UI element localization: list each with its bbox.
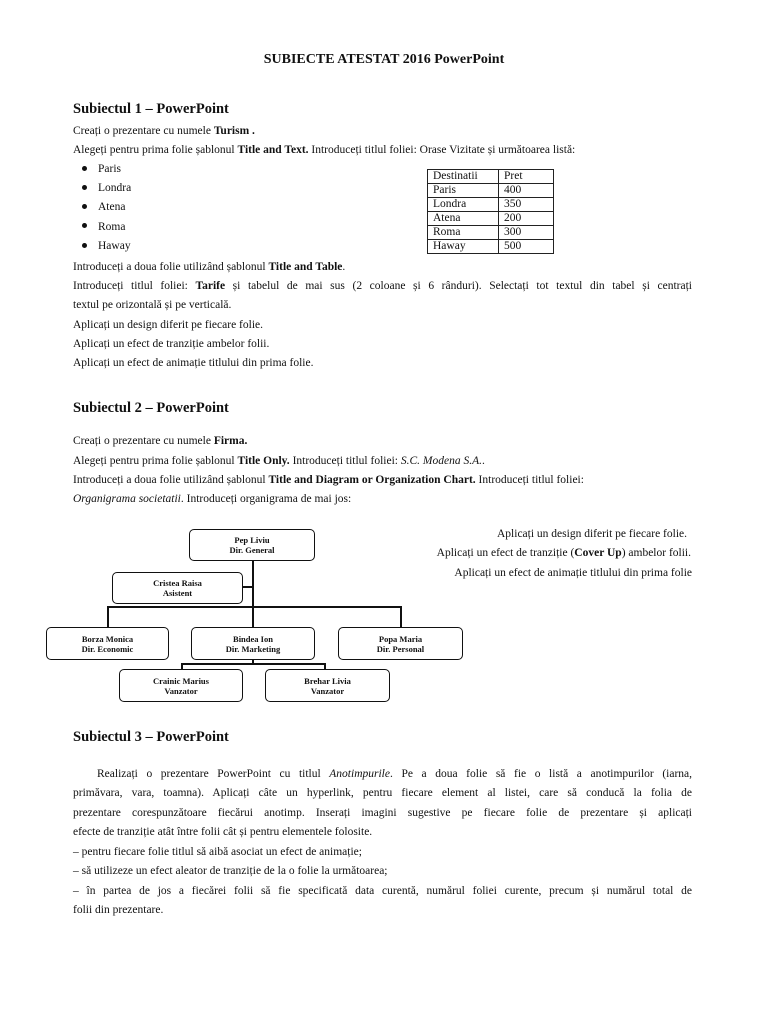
template-title-and-table: Title and Table <box>268 261 343 273</box>
s1-line-1-text: Creați o prezentare cu numele <box>73 125 214 137</box>
table-cell: Roma <box>428 226 499 240</box>
s3-para-line-1 <box>97 767 692 781</box>
s1-line-3-end: . <box>342 261 346 273</box>
org-connector <box>107 606 109 628</box>
s3-para-line-2: primăvara, vara, toamna). Aplicați câte un hyperlink, pentru fiecare element al listei, care să conducă la folia de <box>73 787 692 799</box>
list-item <box>82 220 131 239</box>
org-box-marketing <box>191 627 315 660</box>
table-cell: 200 <box>499 212 554 226</box>
s1-line-5: textul pe orizontală și pe verticală. <box>73 299 232 311</box>
s2-line-3-end: Introduceți titlul foliei: <box>475 474 584 486</box>
s3-para-line-1-end: . Pe a doua folie să fie o listă a anotimpurilor (iarna, <box>389 768 693 780</box>
org-box-personal <box>338 627 463 660</box>
org-connector <box>107 606 401 608</box>
org-box-sales-2 <box>265 669 390 702</box>
city-bullet-list <box>82 162 131 258</box>
transition-cover-up: Cover Up <box>574 547 622 559</box>
table-row <box>428 198 554 212</box>
s1-line-3 <box>73 260 345 274</box>
s2-right-line-2 <box>437 546 691 560</box>
org-connector <box>400 606 402 628</box>
org-box-name: Popa Maria <box>378 633 423 644</box>
document-title: SUBIECTE ATESTAT 2016 PowerPoint <box>263 52 505 67</box>
section-3-heading: Subiectul 3 – PowerPoint <box>73 729 229 745</box>
s3-dash-line-4: folii din prezentare. <box>73 904 164 916</box>
org-connector <box>243 586 253 588</box>
template-org-chart: Title and Diagram or Organization Chart. <box>268 474 476 486</box>
presentation-title-anotimpurile: Anotimpurile <box>329 768 390 780</box>
org-box-role: Dir. Marketing <box>225 643 281 654</box>
org-box-role: Dir. Economic <box>81 643 134 654</box>
s2-line-4 <box>73 492 351 506</box>
bullet-icon <box>82 223 87 228</box>
org-connector <box>181 663 325 665</box>
table-cell: 300 <box>499 226 554 240</box>
s2-line-2 <box>73 454 485 468</box>
s1-line-6: Aplicați un design diferit pe fiecare folie. <box>73 319 263 331</box>
table-header-row <box>428 170 554 184</box>
s2-line-4-end: . Introduceți organigrama de mai jos: <box>180 493 352 505</box>
list-item-label: Haway <box>98 239 131 252</box>
org-box-role: Dir. Personal <box>376 643 425 654</box>
org-box-director-general <box>189 529 315 561</box>
table-row <box>428 184 554 198</box>
list-item-label: Roma <box>98 220 126 233</box>
s1-line-1 <box>73 124 255 138</box>
section-1-heading: Subiectul 1 – PowerPoint <box>73 101 229 117</box>
slide-title-modena: S.C. Modena S.A. <box>400 455 482 467</box>
s2-right-line-3: Aplicați un efect de animație titlului din prima folie <box>454 567 692 579</box>
s3-para-line-3: prezentare corespunzătoare fiecărui anotimp. Inserați imagini sugestive pe fiecare folie de prezentare și aplicați <box>73 807 692 819</box>
s2-line-2-end: . <box>481 455 485 467</box>
s3-dash-line-2: – să utilizeze un efect aleator de tranziție de la o folie la următoarea; <box>73 865 388 877</box>
s1-line-4 <box>73 279 692 293</box>
org-box-name: Brehar Livia <box>304 675 351 686</box>
s2-line-2-text: Alegeți pentru prima folie șablonul <box>73 455 238 467</box>
list-item-label: Londra <box>98 182 132 195</box>
org-box-name: Borza Monica <box>81 633 134 644</box>
slide-title-tarife: Tarife <box>195 280 226 292</box>
table-cell: 400 <box>499 184 554 198</box>
s1-line-4-end: și tabelul de mai sus (2 coloane și 6 rânduri). Selectați tot textul din tabel și centrați <box>225 280 692 292</box>
s3-para-line-1-text: Realizați o prezentare PowerPoint cu titlul <box>97 768 330 780</box>
table-cell: Haway <box>428 240 499 254</box>
table-cell: Atena <box>428 212 499 226</box>
org-box-sales-1 <box>119 669 243 702</box>
s3-dash-line-1: – pentru fiecare folie titlul să aibă asociat un efect de animație; <box>73 846 362 858</box>
s3-dash-line-3: – în partea de jos a fiecărei folii să fie specificată data curentă, numărul foliei curente, precum și numărul total de <box>73 885 692 897</box>
list-item-label: Paris <box>98 163 121 175</box>
table-row <box>428 240 554 254</box>
s2-right-line-2-end: ) ambelor folii. <box>621 547 691 559</box>
template-title-only: Title Only. <box>237 455 290 467</box>
s2-line-2-mid: Introduceți titlul foliei: <box>289 455 401 467</box>
s1-line-2 <box>73 143 575 157</box>
s1-line-7: Aplicați un efect de tranziție ambelor folii. <box>73 338 270 350</box>
bullet-icon <box>82 185 87 190</box>
bullet-icon <box>82 166 87 171</box>
org-box-name: Pep Liviu <box>234 535 270 545</box>
section-2-heading: Subiectul 2 – PowerPoint <box>73 400 229 416</box>
org-box-name: Crainic Marius <box>153 675 209 686</box>
s2-line-3 <box>73 473 584 487</box>
presentation-name-firma: Firma. <box>213 435 248 447</box>
table-header-cell: Destinatii <box>428 170 499 184</box>
org-box-role: Vanzator <box>310 685 345 696</box>
org-box-assistant <box>112 572 243 604</box>
org-box-role: Dir. General <box>229 545 275 555</box>
org-box-name: Bindea Ion <box>233 633 273 644</box>
s1-line-3-text: Introduceți a doua folie utilizând șablonul <box>73 261 269 273</box>
list-item <box>82 162 131 181</box>
org-box-name: Cristea Raisa <box>153 578 202 588</box>
list-item <box>82 239 131 258</box>
bullet-icon <box>82 243 87 248</box>
s1-line-8: Aplicați un efect de animație titlului din prima folie. <box>73 357 314 369</box>
org-box-role: Vanzator <box>164 685 198 696</box>
list-item <box>82 200 131 219</box>
template-title-and-text: Title and Text. <box>237 144 309 156</box>
table-cell: 500 <box>499 240 554 254</box>
org-box-economic <box>46 627 169 660</box>
bullet-icon <box>82 204 87 209</box>
table-cell: Londra <box>428 198 499 212</box>
slide-title-organigrama: Organigrama societatii <box>73 493 181 505</box>
s1-line-2-end: Introduceți titlul foliei: Orase Vizitate și următoarea listă: <box>308 144 576 156</box>
s3-para-line-4: efecte de tranziție atât între folii cât și pentru elementele folosite. <box>73 826 373 838</box>
s2-line-3-text: Introduceți a doua folie utilizând șablonul <box>73 474 269 486</box>
s1-line-2-text: Alegeți pentru prima folie șablonul <box>73 144 238 156</box>
org-box-role: Asistent <box>162 588 193 598</box>
s2-line-1-text: Creați o prezentare cu numele <box>73 435 214 447</box>
s2-line-1 <box>73 434 247 448</box>
presentation-name-turism: Turism . <box>213 125 255 137</box>
s2-right-line-2-text: Aplicați un efect de tranziție ( <box>436 547 575 559</box>
table-header-cell: Pret <box>499 170 554 184</box>
table-row <box>428 226 554 240</box>
price-table <box>427 169 554 254</box>
list-item <box>82 181 131 200</box>
table-cell: 350 <box>499 198 554 212</box>
table-cell: Paris <box>428 184 499 198</box>
s2-right-line-1: Aplicați un design diferit pe fiecare folie. <box>497 528 687 540</box>
table-row <box>428 212 554 226</box>
s1-line-4-text: Introduceți titlul foliei: <box>73 280 196 292</box>
org-connector <box>252 560 254 627</box>
list-item-label: Atena <box>98 201 126 214</box>
